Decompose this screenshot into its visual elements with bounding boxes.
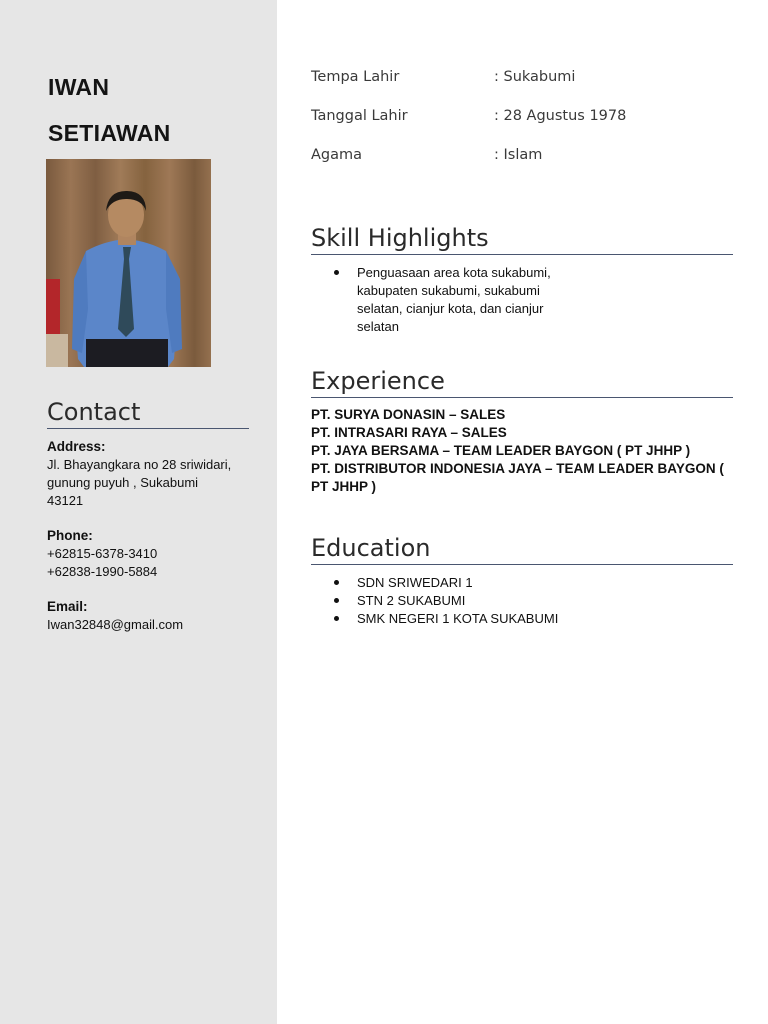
experience-heading: Experience xyxy=(311,367,733,398)
phone-block xyxy=(47,527,267,581)
sidebar xyxy=(0,0,277,1024)
experience-item: PT. JAYA BERSAMA – TEAM LEADER BAYGON ( PT JHHP ) xyxy=(311,443,691,458)
address-line: gunung puyuh , Sukabumi xyxy=(47,475,199,490)
last-name: SETIAWAN xyxy=(48,120,171,146)
info-label: Tanggal Lahir xyxy=(311,108,408,124)
info-value: : 28 Agustus 1978 xyxy=(494,108,627,124)
education-heading: Education xyxy=(311,534,733,565)
skills-list xyxy=(311,264,571,336)
phone-label: Phone: xyxy=(47,528,93,543)
experience-item: PT. INTRASARI RAYA – SALES xyxy=(311,425,507,440)
info-label: Agama xyxy=(311,147,363,163)
list-item: SDN SRIWEDARI 1 xyxy=(311,574,611,592)
email-label: Email: xyxy=(47,599,88,614)
profile-photo xyxy=(46,159,211,367)
list-item: Penguasaan area kota sukabumi, kabupaten sukabumi, sukabumi selatan, cianjur kota, dan cianjur selatan xyxy=(311,264,571,336)
list-item: STN 2 SUKABUMI xyxy=(311,592,611,610)
experience-list xyxy=(311,406,736,496)
education-list xyxy=(311,574,611,628)
address-line: Jl. Bhayangkara no 28 sriwidari, xyxy=(47,457,232,472)
address-block xyxy=(47,438,267,510)
info-value: : Sukabumi xyxy=(494,69,576,85)
skills-heading: Skill Highlights xyxy=(311,224,733,255)
phone-number[interactable]: +62815-6378-3410 xyxy=(47,546,158,561)
experience-item: PT. SURYA DONASIN – SALES xyxy=(311,407,506,422)
address-label: Address: xyxy=(47,439,106,454)
email-block xyxy=(47,598,267,634)
list-item: SMK NEGERI 1 KOTA SUKABUMI xyxy=(311,610,611,628)
contact-heading: Contact xyxy=(47,398,249,429)
address-line: 43121 xyxy=(47,493,84,508)
experience-item: PT. DISTRIBUTOR INDONESIA JAYA – TEAM LEADER BAYGON ( PT JHHP ) xyxy=(311,461,724,494)
email-address[interactable]: Iwan32848@gmail.com xyxy=(47,617,184,632)
first-name: IWAN xyxy=(48,74,110,100)
phone-number[interactable]: +62838-1990-5884 xyxy=(47,564,158,579)
info-label: Tempa Lahir xyxy=(311,69,400,85)
info-value: : Islam xyxy=(494,147,543,163)
